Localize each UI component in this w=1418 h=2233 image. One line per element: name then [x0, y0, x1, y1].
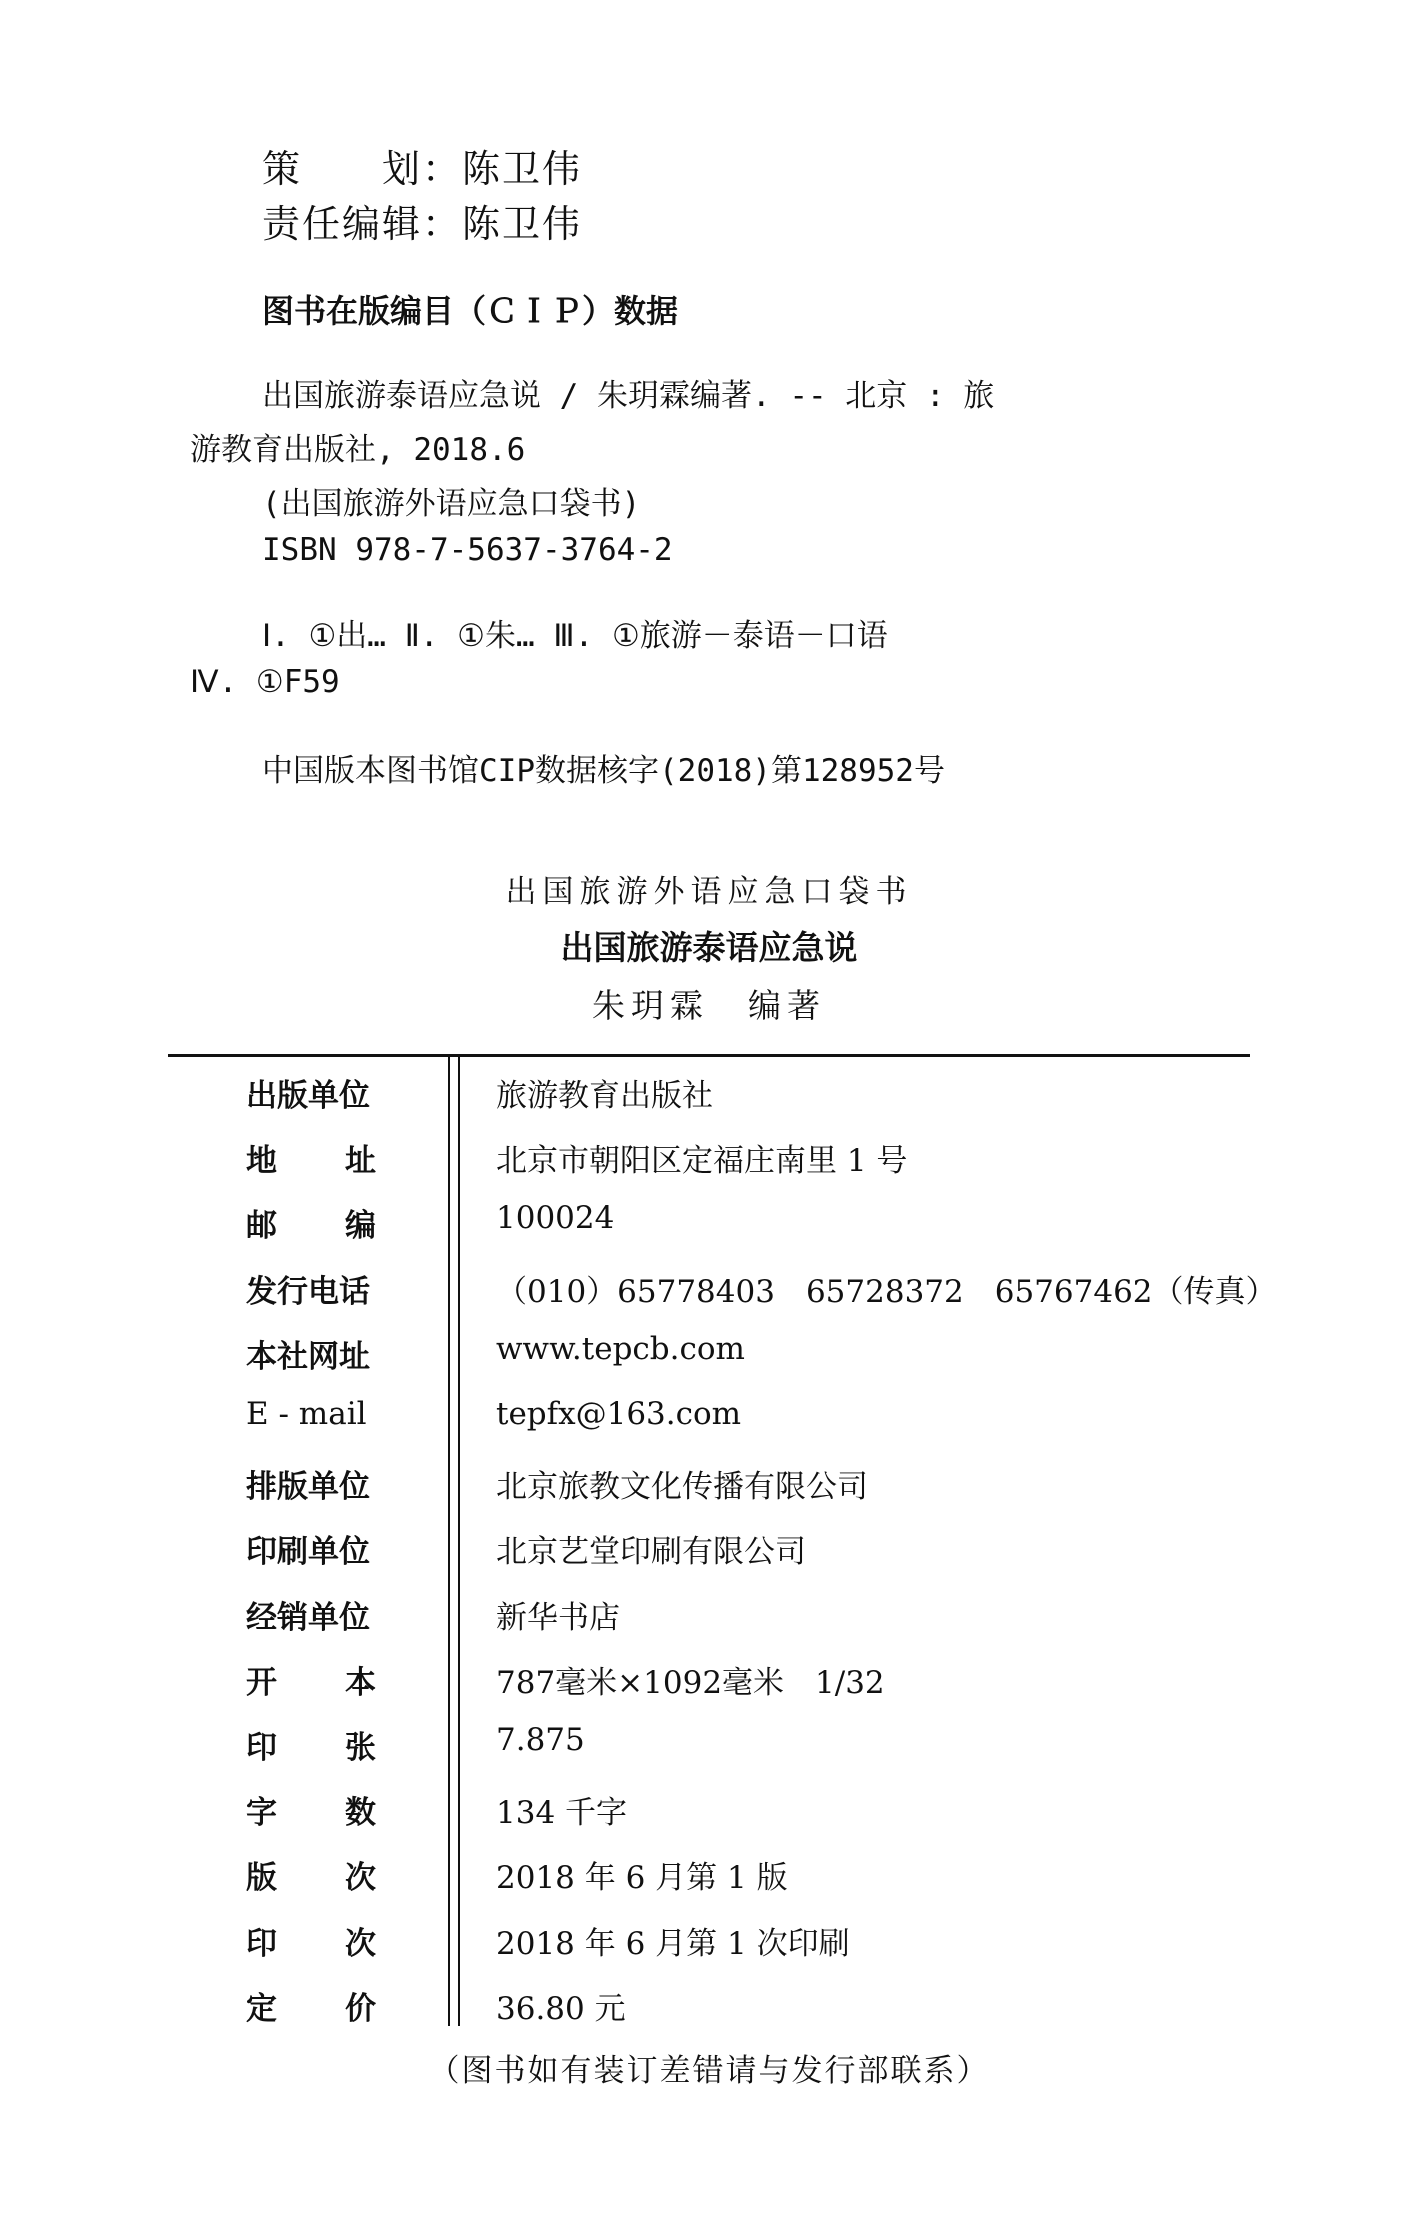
detail-label: E - mail [246, 1396, 367, 1432]
credit-name: 陈卫伟 [462, 202, 583, 246]
detail-value: 2018 年 6 月第 1 版 [496, 1860, 788, 1897]
credit-label: 责任编辑： [262, 202, 463, 246]
cip-line: 游教育出版社, 2018.6 [190, 432, 526, 468]
book-title: 出国旅游泰语应急说 [560, 928, 858, 967]
detail-label-char: 址 [345, 1143, 376, 1180]
detail-value: 北京旅教文化传播有限公司 [496, 1469, 868, 1506]
footer-note: （图书如有装订差错请与发行部联系） [428, 2053, 990, 2089]
detail-value: 旅游教育出版社 [496, 1078, 713, 1114]
table-row [0, 1449, 1418, 1514]
table-row [0, 1123, 1418, 1188]
detail-value: 北京市朝阳区定福庄南里 1 号 [496, 1143, 908, 1180]
detail-label: 经销单位 [246, 1599, 370, 1636]
detail-label [246, 1200, 376, 1245]
table-row [0, 1906, 1418, 1971]
detail-label [246, 1657, 376, 1702]
detail-label: 发行电话 [246, 1273, 370, 1310]
detail-value: www.tepcb.com [496, 1330, 745, 1367]
detail-label [246, 1722, 376, 1767]
detail-label-char: 印 [246, 1730, 277, 1766]
detail-label: 出版单位 [246, 1078, 370, 1114]
detail-label [246, 1135, 376, 1180]
cip-classification: Ⅰ. ①出… Ⅱ. ①朱… Ⅲ. ①旅游－泰语－口语 [262, 618, 888, 654]
credit-name: 陈卫伟 [462, 147, 583, 191]
detail-label: 印刷单位 [246, 1534, 370, 1571]
table-row [0, 1319, 1418, 1384]
detail-label [246, 1787, 376, 1832]
detail-label-char: 字 [246, 1795, 277, 1832]
detail-value: 36.80 元 [496, 1990, 626, 2027]
cip-line: 出国旅游泰语应急说 / 朱玥霖编著. -- 北京 : 旅 [262, 378, 995, 414]
table-row [0, 1514, 1418, 1579]
detail-label-char: 张 [345, 1730, 376, 1766]
credit-planner [262, 138, 582, 193]
detail-label-char: 数 [345, 1795, 376, 1832]
detail-label-char: 邮 [246, 1208, 277, 1245]
detail-label-char: 开 [246, 1664, 277, 1701]
table-row [0, 1775, 1418, 1840]
detail-label-char: 编 [345, 1208, 376, 1245]
cip-series-line: (出国旅游外语应急口袋书) [262, 486, 641, 522]
detail-label-char: 印 [246, 1925, 277, 1962]
detail-label-char: 次 [345, 1860, 376, 1897]
detail-label [246, 1852, 376, 1897]
table-row [0, 1580, 1418, 1645]
table-row [0, 1710, 1418, 1775]
table-row [0, 1254, 1418, 1319]
credit-editor [262, 193, 582, 248]
cip-isbn: ISBN 978-7-5637-3764-2 [262, 532, 673, 568]
table-row [0, 1384, 1418, 1449]
series-name: 出国旅游外语应急口袋书 [505, 874, 913, 910]
table-row [0, 1840, 1418, 1905]
table-top-rule [168, 1054, 1250, 1057]
detail-value: 100024 [496, 1200, 615, 1237]
cip-heading: 图书在版编目（ＣＩＰ）数据 [262, 292, 679, 330]
detail-value: tepfx@163.com [496, 1396, 742, 1432]
detail-label-char: 地 [246, 1143, 277, 1180]
table-row [0, 1188, 1418, 1253]
table-row [0, 1645, 1418, 1710]
cip-record-number: 中国版本图书馆CIP数据核字(2018)第128952号 [262, 753, 945, 789]
detail-value: 北京艺堂印刷有限公司 [496, 1534, 806, 1571]
detail-label [246, 1983, 376, 2028]
detail-value: 2018 年 6 月第 1 次印刷 [496, 1925, 850, 1962]
book-author: 朱玥霖 编著 [592, 986, 826, 1025]
detail-value: 7.875 [496, 1722, 585, 1758]
detail-label-char: 本 [345, 1664, 376, 1701]
detail-value: （010）65778403 65728372 65767462（传真） [496, 1273, 1277, 1310]
detail-value: 787毫米×1092毫米 1/32 [496, 1664, 885, 1701]
detail-value: 134 千字 [496, 1795, 628, 1832]
detail-label-char: 版 [246, 1860, 277, 1897]
detail-value: 新华书店 [496, 1599, 620, 1636]
detail-label: 排版单位 [246, 1469, 370, 1506]
detail-label-char: 次 [345, 1925, 376, 1962]
detail-label: 本社网址 [246, 1338, 370, 1375]
table-row [0, 1058, 1418, 1123]
table-row [0, 1971, 1418, 2036]
detail-label-char: 价 [345, 1990, 376, 2027]
detail-label [246, 1918, 376, 1963]
cip-classification: Ⅳ. ①F59 [190, 664, 340, 700]
detail-label-char: 定 [246, 1990, 277, 2027]
credit-label: 策 划： [262, 147, 463, 191]
